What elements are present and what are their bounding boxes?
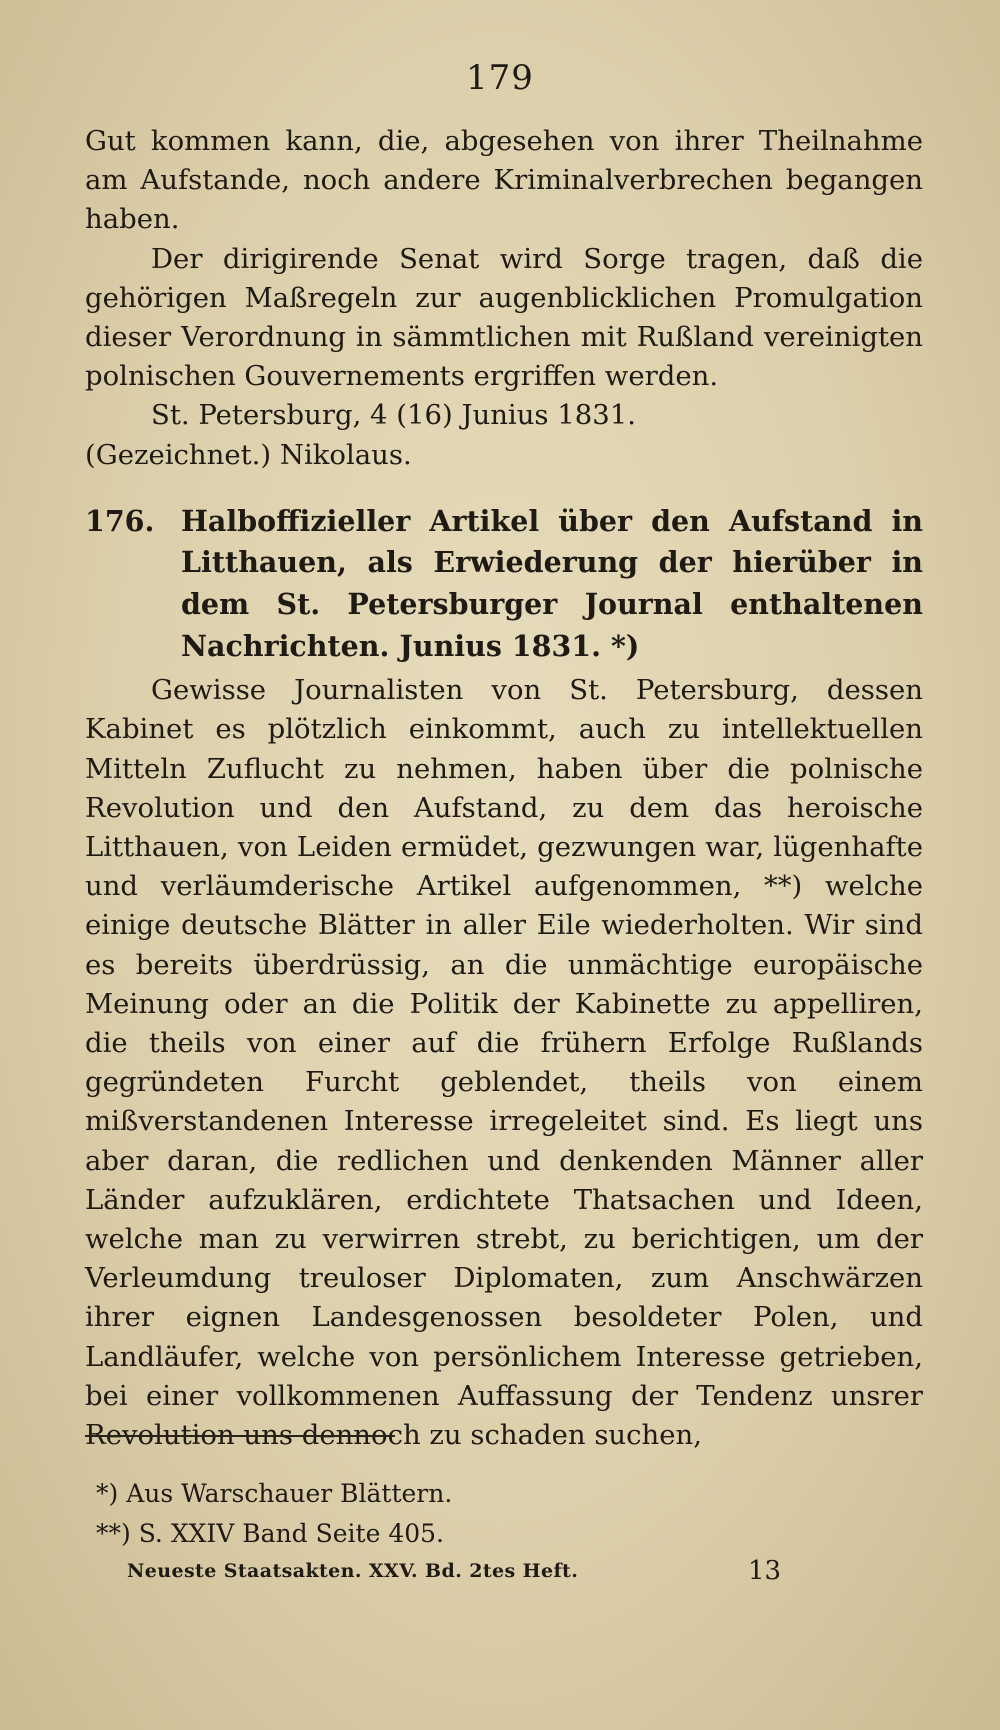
page-number: 179 [466,58,534,98]
section-body: Gewisse Journalisten von St. Petersburg, dessen Kabinet es plötzlich einkommt, auch zu intellektuellen Mitteln Zuflucht zu nehmen, haben über die polnische Revolution und den Aufstand, zu dem das heroische Litthauen, von Leiden ermüdet, gezwungen war, lügenhafte und verläumderische Artikel aufgenommen, **) welche einige deutsche Blätter in aller Eile wiederholten. Wir sind es bereits überdrüssig, an die unmächtige europäische Meinung oder an die Politik der Kabinette zu appelliren, die theils von einer auf die frühern Erfolge Rußlands gegründeten Furcht geblendet, theils von einem mißverstandenen Interesse irregeleitet sind. Es liegt uns aber daran, die redlichen und denkenden Männer aller Länder aufzuklären, erdichtete Thatsachen und Ideen, welche man zu verwirren strebt, zu berichtigen, um der Verleumdung treuloser Diplomaten, zum Anschwärzen ihrer eignen Landesgenossen besoldeter Polen, und Landläufer, welche von persönlichem Interesse getrieben, bei einer vollkommenen Auffassung der Tendenz unsrer Revolution uns dennoch zu schaden suchen, [85,674,923,1452]
section-heading [85,501,923,667]
section-title: Halboffizieller Artikel über den Aufstand in Litthauen, als Erwiederung der hierüber in dem St. Petersburger Journal enthaltenen Nachrichten. Junius 1831. *) [181,503,923,663]
footnote-2: **) S. XXIV Band Seite 405. [96,1519,444,1548]
footnotes [96,1474,896,1554]
paragraph-continuation: Gut kommen kann, die, abgesehen von ihrer Theilnahme am Aufstande, noch andere Kriminalverbrechen begangen haben. [85,125,923,236]
footnote-1: *) Aus Warschauer Blättern. [96,1479,453,1508]
place-date-line: St. Petersburg, 4 (16) Junius 1831. [151,399,637,432]
sheet-number: 13 [748,1556,782,1586]
signature-line: (Gezeichnet.) Nikolaus. [85,438,412,471]
page-body [85,122,923,1455]
signature-mark-line: Neueste Staatsakten. XXV. Bd. 2tes Heft. [127,1560,579,1582]
footnote-divider [85,1435,395,1437]
paragraph-senate: Der dirigirende Senat wird Sorge tragen, daß die gehörigen Maßregeln zur augenblicklichen Promulgation dieser Verordnung in sämmtlichen mit Rußland vereinigten polnischen Gouvernements ergriffen werden. [85,242,923,393]
section-number: 176. [85,503,155,538]
